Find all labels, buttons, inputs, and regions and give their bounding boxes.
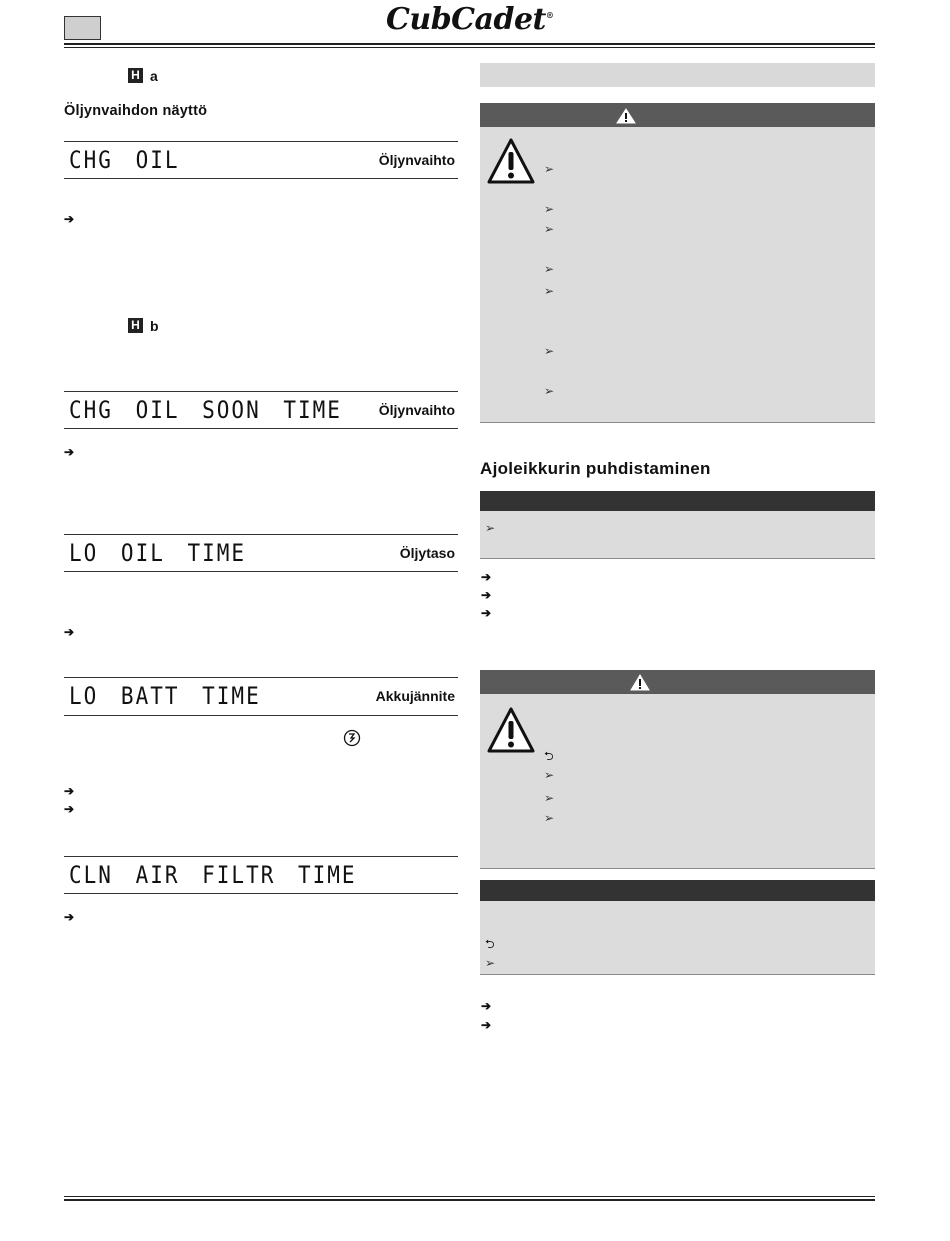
bullet-icon: ➢ <box>544 222 555 236</box>
warning-panel-body <box>480 694 875 869</box>
display-label: Öljynvaihto <box>378 402 455 418</box>
arrow-icon: ➔ <box>64 445 75 459</box>
lcd-code: CHG OIL <box>69 146 180 174</box>
oil-change-display-title: Öljynvaihdon näyttö <box>64 103 208 119</box>
display-label: Öljytaso <box>399 545 455 561</box>
display-lo-oil <box>64 534 458 572</box>
return-icon: ⮌ <box>544 749 554 763</box>
footer-rule-thin <box>64 1196 875 1197</box>
arrow-icon: ➔ <box>64 212 75 226</box>
arrow-icon: ➔ <box>481 588 492 602</box>
arrow-icon: ➔ <box>64 910 75 924</box>
display-chg-oil-soon <box>64 391 458 429</box>
warning-panel-body <box>480 127 875 423</box>
note-panel-body <box>480 901 875 975</box>
warning-panel-header <box>480 103 875 127</box>
note-panel-body <box>480 511 875 559</box>
bullet-icon: ➢ <box>485 956 496 970</box>
h-badge-a-letter: a <box>150 68 158 84</box>
display-label: Akkujännite <box>375 688 455 704</box>
lcd-code: CLN AIR FILTR TIME <box>69 861 357 889</box>
bullet-icon: ➢ <box>544 262 555 276</box>
header-rule-thin <box>64 47 875 48</box>
display-label: Öljynvaihto <box>378 152 455 168</box>
arrow-icon: ➔ <box>64 625 75 639</box>
return-icon: ⮌ <box>485 937 495 951</box>
page-number-box <box>64 16 101 40</box>
h-badge-b-letter: b <box>150 318 159 334</box>
section-header-bar <box>480 63 875 87</box>
display-cln-air-filtr <box>64 856 458 894</box>
arrow-icon: ➔ <box>64 802 75 816</box>
warning-triangle-icon <box>630 674 650 691</box>
lcd-code: CHG OIL SOON TIME <box>69 396 342 424</box>
arrow-icon: ➔ <box>481 999 492 1013</box>
hour-meter-icon <box>343 729 361 747</box>
warning-panel-header <box>480 670 875 694</box>
cleaning-section-title: Ajoleikkurin puhdistaminen <box>480 459 711 478</box>
brand-name: CubCadet <box>386 2 546 37</box>
arrow-icon: ➔ <box>481 1018 492 1032</box>
arrow-icon: ➔ <box>481 606 492 620</box>
note-panel-header <box>480 880 875 901</box>
bullet-icon: ➢ <box>544 344 555 358</box>
footer-rule <box>64 1199 875 1201</box>
arrow-icon: ➔ <box>481 570 492 584</box>
note-panel-header <box>480 491 875 511</box>
bullet-icon: ➢ <box>544 384 555 398</box>
header-rule <box>64 43 875 45</box>
h-badge-b: H <box>128 318 143 333</box>
bullet-icon: ➢ <box>544 162 555 176</box>
warning-triangle-icon <box>486 137 536 185</box>
lcd-code: LO OIL TIME <box>69 539 247 567</box>
registered-mark: ® <box>545 10 554 20</box>
bullet-icon: ➢ <box>544 284 555 298</box>
warning-triangle-icon <box>486 706 536 754</box>
bullet-icon: ➢ <box>485 521 496 535</box>
display-chg-oil <box>64 141 458 179</box>
bullet-icon: ➢ <box>544 768 555 782</box>
display-lo-batt <box>64 677 458 716</box>
arrow-icon: ➔ <box>64 784 75 798</box>
lcd-code: LO BATT TIME <box>69 682 261 710</box>
bullet-icon: ➢ <box>544 202 555 216</box>
bullet-icon: ➢ <box>544 811 555 825</box>
warning-triangle-icon <box>616 108 636 124</box>
bullet-icon: ➢ <box>544 791 555 805</box>
h-badge-a: H <box>128 68 143 83</box>
brand-logo <box>386 2 553 37</box>
